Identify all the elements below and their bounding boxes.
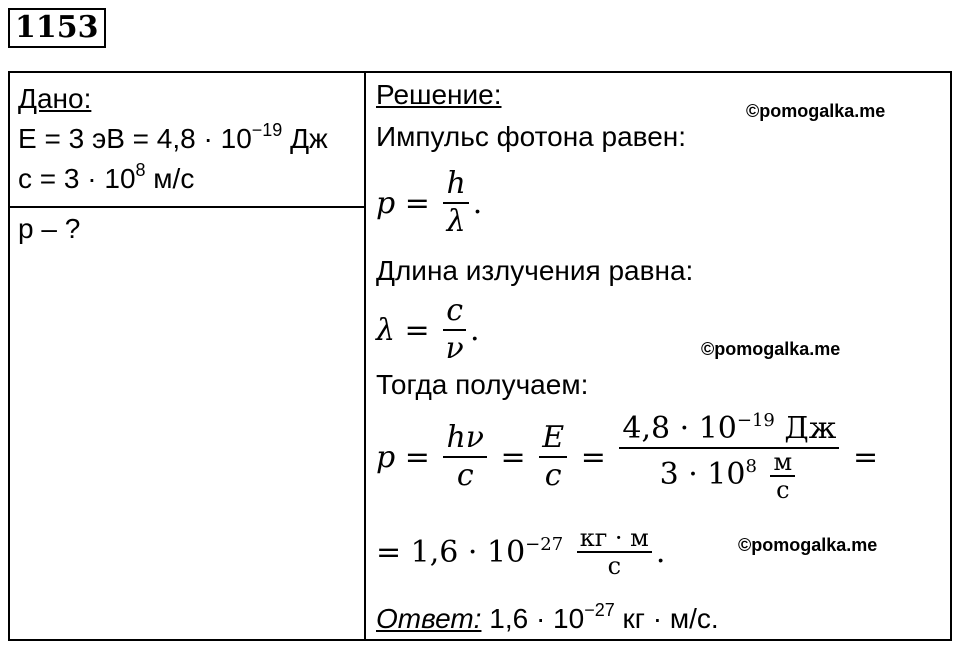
given-header: Дано: bbox=[18, 83, 92, 114]
equation-result: p = $\frac{h\nu}{c}$ = $\frac{E}{c}$ = $4,8 \cdot 10^{-19}$ Дж $3 \cdot 10^8$ $\frac{м}{с}$ = bbox=[376, 410, 879, 504]
equation-final: = $1,6 \cdot 10^{-27}$ $\frac{кг \cdot м}{с}$ . bbox=[376, 524, 666, 580]
find-section: p – ? bbox=[18, 213, 81, 244]
answer-label: Ответ: bbox=[376, 603, 482, 634]
watermark: ©pomogalka.me bbox=[738, 535, 878, 555]
given-divider bbox=[10, 206, 366, 208]
watermark: ©pomogalka.me bbox=[746, 101, 886, 121]
length-text: Длина излучения равна: bbox=[376, 255, 694, 286]
solution-header: Решение: bbox=[376, 79, 502, 110]
equation-wavelength: λ = $\frac{c}{\nu}$ . bbox=[376, 293, 480, 366]
solution-table bbox=[8, 71, 952, 641]
then-text: Тогда получаем: bbox=[376, 369, 589, 400]
answer-line: Ответ: $1,6 \cdot 10^{-27}$ кг · м/с. bbox=[376, 600, 719, 634]
problem-number: 1153 bbox=[8, 8, 106, 48]
solution-section bbox=[376, 73, 946, 639]
equation-impulse: p = $\frac{h}{\lambda}$ . bbox=[376, 166, 483, 239]
impulse-text: Импульс фотона равен: bbox=[376, 121, 687, 152]
column-divider bbox=[364, 73, 366, 639]
given-section bbox=[18, 79, 328, 199]
given-energy: E = 3 эВ = $4,8 \cdot 10^{-19}$ Дж bbox=[18, 120, 328, 154]
given-speed: $c = 3 \cdot 10^8$ м/с bbox=[18, 160, 195, 194]
watermark: ©pomogalka.me bbox=[701, 339, 841, 359]
